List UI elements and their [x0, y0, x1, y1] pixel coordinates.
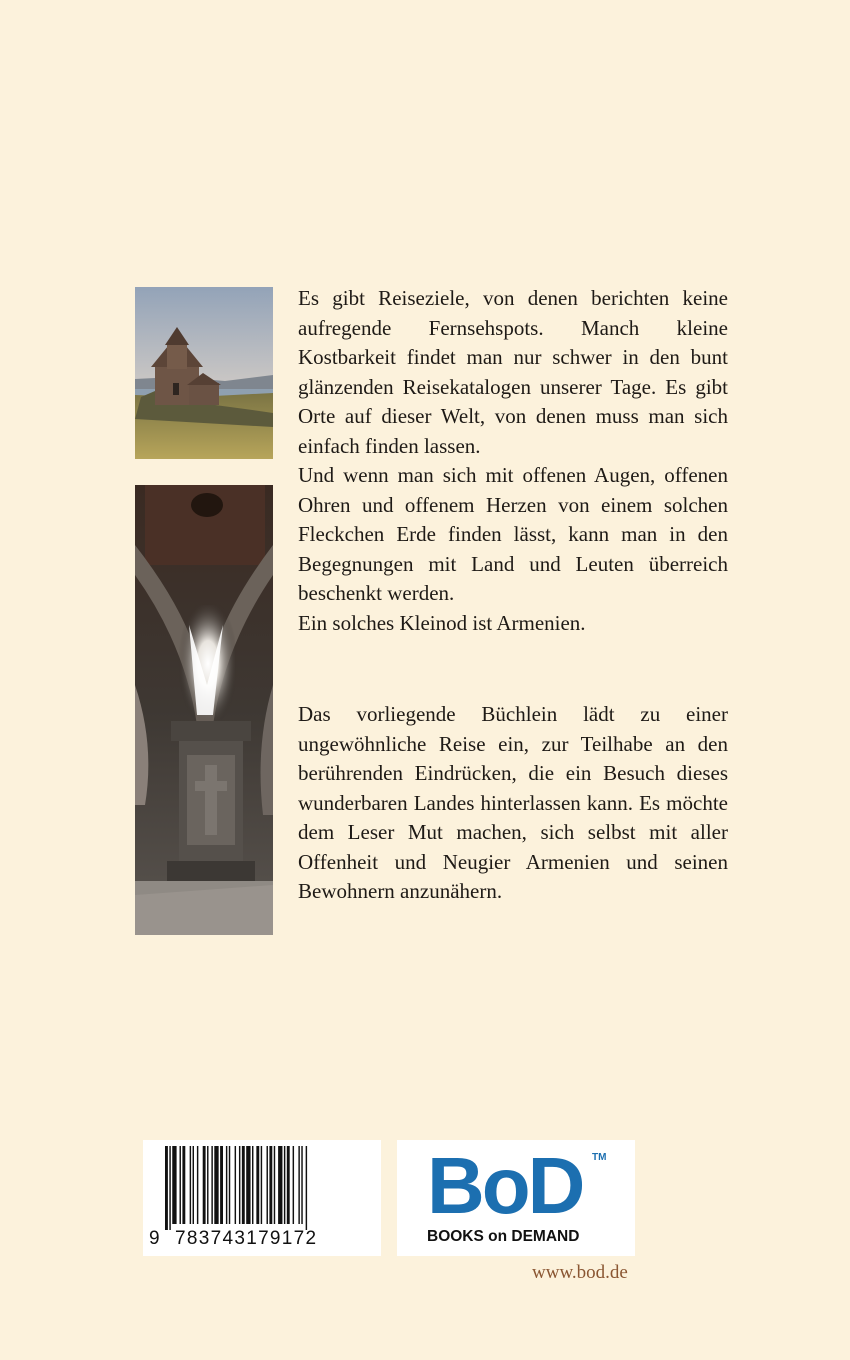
- barcode-bar: [180, 1146, 181, 1224]
- barcode-bar: [214, 1146, 218, 1224]
- bod-logo-mark: BoD: [427, 1141, 583, 1230]
- blurb-intro: [298, 284, 728, 638]
- barcode-bar: [193, 1146, 194, 1224]
- barcode-bar: [261, 1146, 262, 1224]
- barcode-bar: [269, 1146, 272, 1224]
- barcode-bar: [306, 1146, 307, 1230]
- barcode-bar: [220, 1146, 223, 1224]
- isbn-digits: 783743179172: [175, 1228, 318, 1249]
- barcode-bar: [242, 1146, 245, 1224]
- barcode-bar: [274, 1146, 275, 1224]
- barcode-bar: [207, 1146, 208, 1224]
- barcode-bar: [235, 1146, 236, 1224]
- trademark-mark: TM: [592, 1152, 607, 1163]
- barcode-bar: [284, 1146, 285, 1224]
- barcode-bar: [298, 1146, 299, 1224]
- barcode-bar: [278, 1146, 282, 1224]
- blurb-description: [298, 700, 728, 907]
- barcode-bar: [287, 1146, 290, 1224]
- barcode-bar: [256, 1146, 259, 1224]
- isbn-barcode: [143, 1140, 381, 1256]
- barcode-bar: [165, 1146, 168, 1230]
- church-photo: [135, 287, 273, 459]
- blurb-paragraph: Es gibt Reiseziele, von denen berichten keine aufregende Fernsehspots. Manch kleine Kostbarkeit findet man nur schwer in den bunt glänzenden Reisekatalogen unserer Tage. Es gibt Orte auf dieser Welt, von denen muss man sich einfach finden lassen.: [298, 286, 728, 458]
- barcode-bar: [203, 1146, 206, 1224]
- barcode-bar: [246, 1146, 250, 1224]
- barcode-bar: [190, 1146, 191, 1224]
- isbn-first-digit: 9: [149, 1228, 161, 1249]
- publisher-logo: [397, 1140, 635, 1256]
- barcode-bar: [211, 1146, 212, 1224]
- barcode-bar: [229, 1146, 230, 1224]
- barcode-bar: [226, 1146, 227, 1224]
- blurb-paragraph: Ein solches Kleinod ist Armenien.: [298, 610, 586, 635]
- blurb-paragraph: Und wenn man sich mit offenen Augen, offenen Ohren und offenem Herzen von einem solchen Fleckchen Erde finden lässt, kann man in den Begegnungen mit Land und Leuten überreich beschenkt werden.: [298, 463, 728, 605]
- barcode-bar: [169, 1146, 170, 1230]
- barcode-bar: [252, 1146, 253, 1224]
- church-interior-photo: [135, 485, 273, 935]
- barcode-bars: [161, 1146, 363, 1230]
- barcode-bar: [267, 1146, 268, 1224]
- barcode-bar: [293, 1146, 294, 1224]
- blurb-paragraph: Das vorliegende Büchlein lädt zu einer ungewöhnliche Reise ein, zur Teilhabe an den berührenden Eindrücken, die ein Besuch dieses wunderbaren Landes hinterlassen kann. Es möchte dem Leser Mut machen, sich selbst mit aller Offenheit und Neugier Armenien und seinen Bewohnern anzunähern.: [298, 702, 728, 903]
- publisher-tagline: BOOKS on DEMAND: [427, 1228, 580, 1245]
- barcode-bar: [197, 1146, 198, 1224]
- barcode-bar: [239, 1146, 240, 1224]
- publisher-website: www.bod.de: [532, 1262, 628, 1283]
- barcode-bar: [182, 1146, 185, 1224]
- barcode-bar: [301, 1146, 302, 1224]
- barcode-bar: [172, 1146, 176, 1224]
